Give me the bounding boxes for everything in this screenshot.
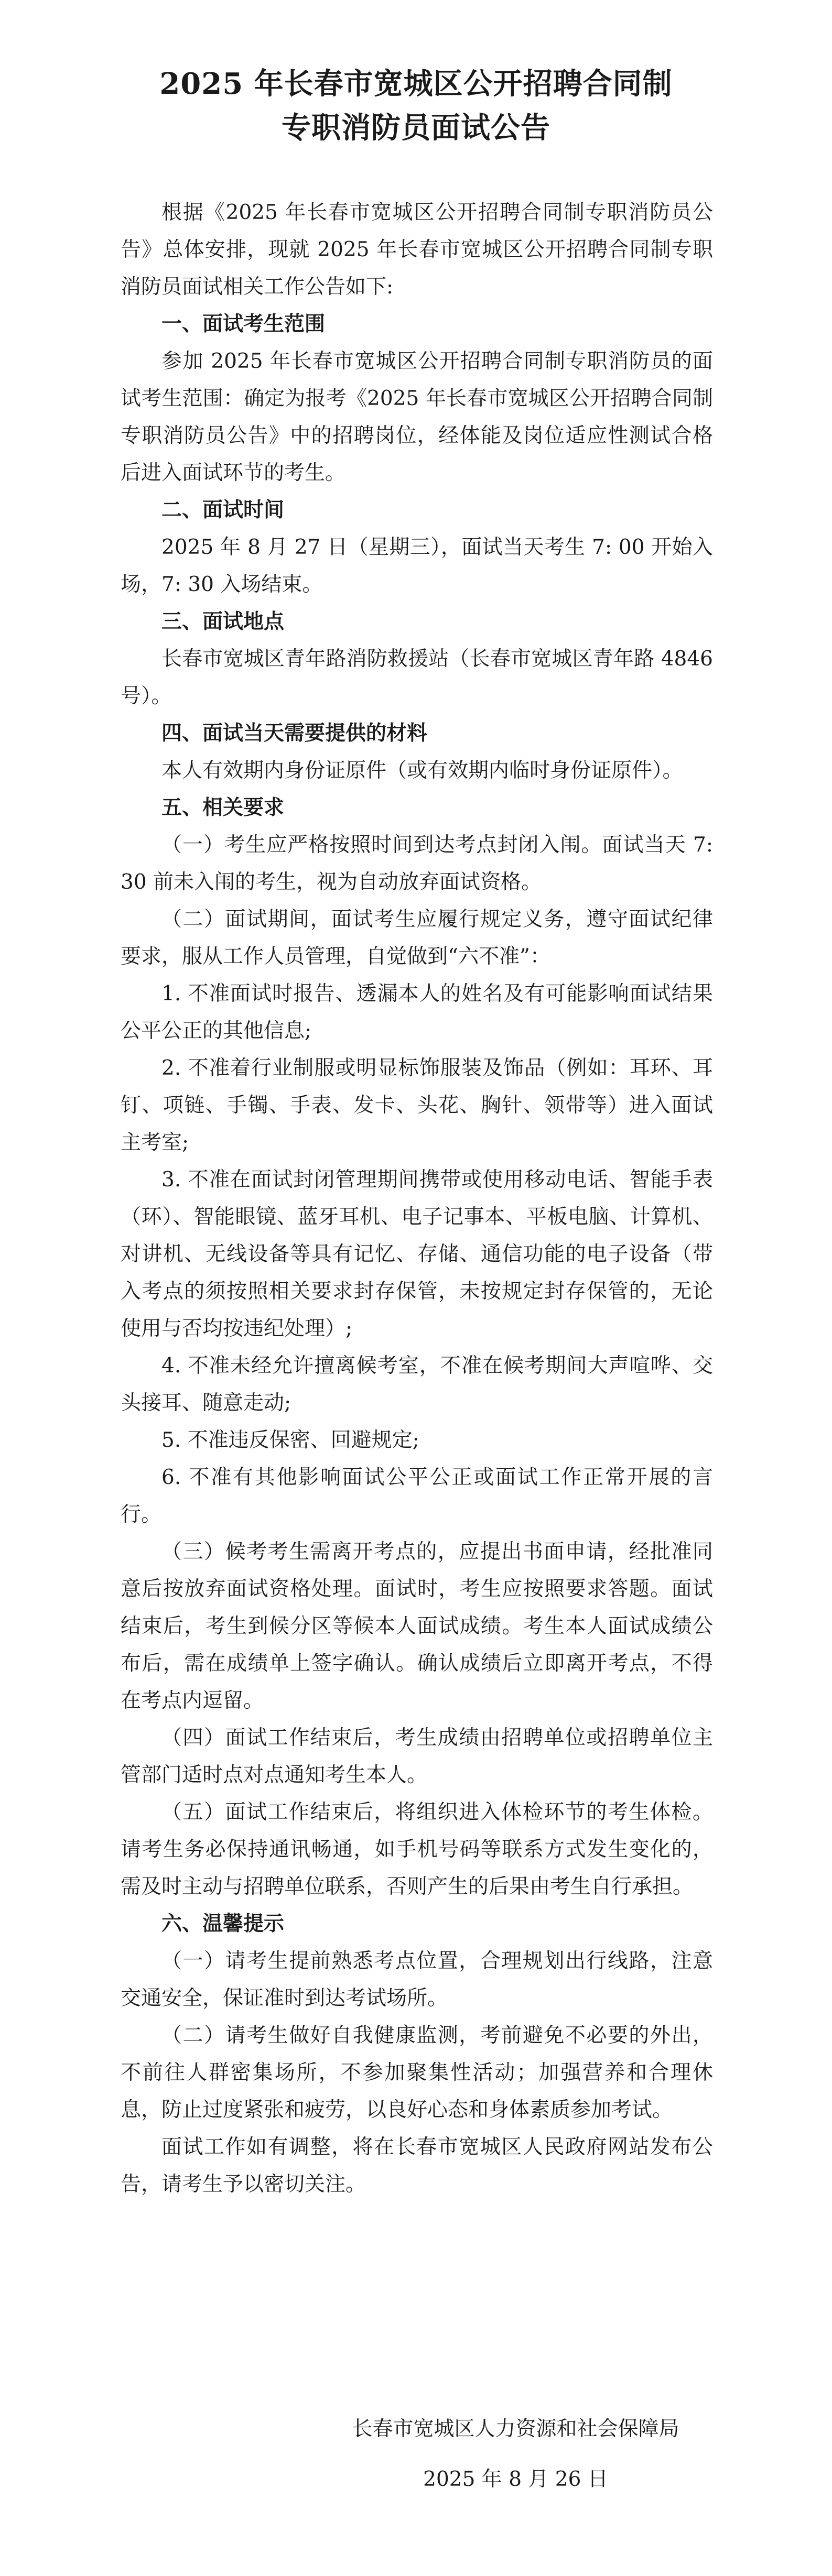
body-paragraph: 6. 不准有其他影响面试公平公正或面试工作正常开展的言行。 [121,1466,713,1526]
section-heading: 四、面试当天需要提供的材料 [161,721,428,745]
body-paragraph: （一）考生应严格按照时间到达考点封闭入闱。面试当天 7: 30 前未入闱的考生，视为自动放弃面试资格。 [121,833,713,894]
body-paragraph: （一）请考生提前熟悉考点位置，合理规划出行线路，注意交通安全，保证准时到达考试场所。 [121,1949,713,2010]
section-heading: 一、面试考生范围 [161,312,326,336]
body-paragraph: 4. 不准未经允许擅离候考室，不准在候考期间大声喧哗、交头接耳、随意走动; [121,1354,713,1415]
section-heading: 二、面试时间 [161,498,285,522]
body-paragraph: 面试工作如有调整，将在长春市宽城区人民政府网站发布公告，请考生予以密切关注。 [121,2135,713,2196]
document-title-line-1: 2025 年长春市宽城区公开招聘合同制 [159,67,673,101]
document-title-line-2: 专职消防员面试公告 [282,111,550,145]
body-paragraph: 2. 不准着行业制服或明显标饰服装及饰品（例如：耳环、耳钉、项链、手镯、手表、发卡、头花、胸针、领带等）进入面试主考室; [121,1056,713,1154]
body-paragraph: 长春市宽城区青年路消防救援站（长春市宽城区青年路 4846 号）。 [121,647,713,708]
body-paragraph: 根据《2025 年长春市宽城区公开招聘合同制专职消防员公告》总体安排，现就 2025 年长春市宽城区公开招聘合同制专职消防员面试相关工作公告如下: [121,201,713,299]
body-paragraph: 参加 2025 年长春市宽城区公开招聘合同制专职消防员的面试考生范围：确定为报考《2025 年长春市宽城区公开招聘合同制专职消防员公告》中的招聘岗位，经体能及岗位适应性测试合格后进入面试环节的考生。 [121,350,713,485]
body-paragraph: 1. 不准面试时报告、透漏本人的姓名及有可能影响面试结果公平公正的其他信息; [121,982,713,1043]
body-paragraph: 3. 不准在面试封闭管理期间携带或使用移动电话、智能手表（环）、智能眼镜、蓝牙耳机、电子记事本、平板电脑、计算机、对讲机、无线设备等具有记忆、存储、通信功能的电子设备（带入考点的须按照相关要求封存保管，未按规定封存保管的，无论使用与否均按违纪处理）; [121,1168,713,1340]
section-heading: 六、温馨提示 [161,1912,285,1936]
body-paragraph: （二）请考生做好自我健康监测，考前避免不必要的外出，不前往人群密集场所，不参加聚集性活动；加强营养和合理休息，防止过度紧张和疲劳，以良好心态和身体素质参加考试。 [121,2024,713,2122]
body-paragraph: 5. 不准违反保密、回避规定; [161,1428,419,1452]
issuing-organization: 长春市宽城区人力资源和社会保障局 [352,2417,679,2441]
body-paragraph: （四）面试工作结束后，考生成绩由招聘单位或招聘单位主管部门适时点对点通知考生本人。 [121,1726,713,1787]
body-paragraph: （二）面试期间，面试考生应履行规定义务，遵守面试纪律要求，服从工作人员管理，自觉做到“六不准”： [121,908,713,968]
section-heading: 三、面试地点 [161,609,285,634]
issue-date: 2025 年 8 月 26 日 [423,2468,608,2491]
document-body [121,194,713,2203]
body-paragraph: （五）面试工作结束后，将组织进入体检环节的考生体检。请考生务必保持通讯畅通，如手机号码等联系方式发生变化的，需及时主动与招聘单位联系，否则产生的后果由考生自行承担。 [121,1800,713,1898]
body-paragraph: （三）候考考生需离开考点的，应提出书面申请，经批准同意后按放弃面试资格处理。面试时，考生应按照要求答题。面试结束后，考生到候分区等候本人面试成绩。考生本人面试成绩公布后，需在成绩单上签字确认。确认成绩后立即离开考点，不得在考点内逗留。 [121,1540,713,1712]
body-paragraph: 本人有效期内身份证原件（或有效期内临时身份证原件）。 [161,759,683,782]
section-heading: 五、相关要求 [161,795,285,820]
body-paragraph: 2025 年 8 月 27 日（星期三），面试当天考生 7: 00 开始入场，7: 30 入场结束。 [121,536,713,596]
